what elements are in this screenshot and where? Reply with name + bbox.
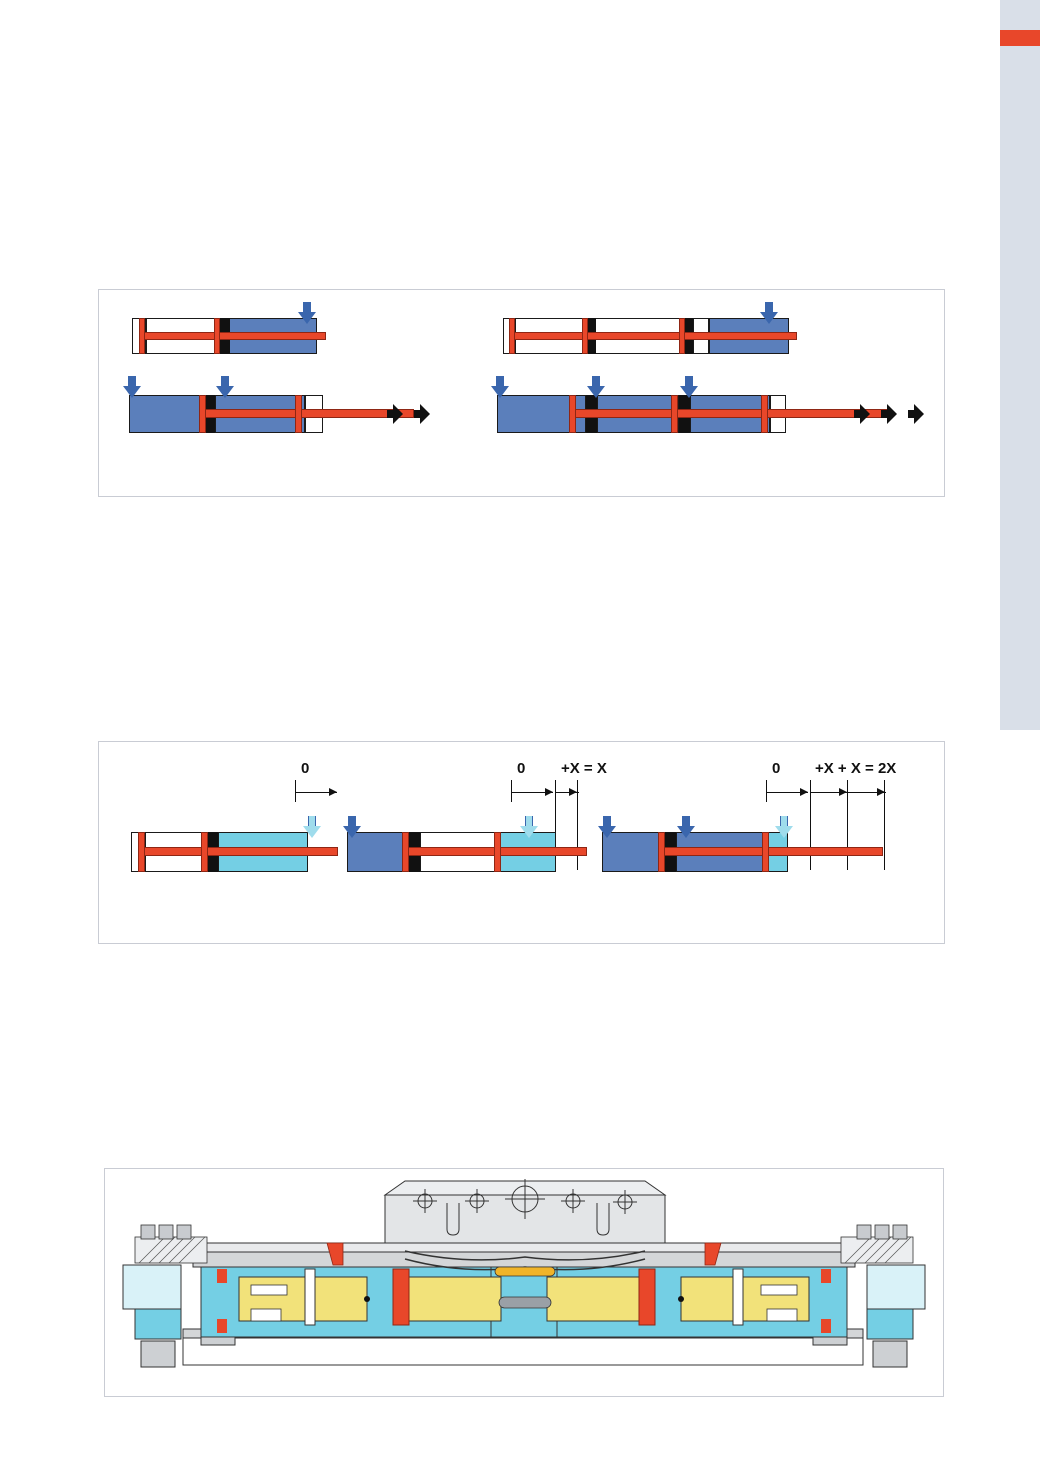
dim-label-2x-stage3: +X + X = 2X xyxy=(815,760,897,777)
motion-arrow-icon xyxy=(854,404,870,424)
port-arrow-icon xyxy=(343,816,361,838)
port-arrow-icon xyxy=(303,816,321,838)
motion-arrow-icon xyxy=(387,404,403,424)
side-tab-accent xyxy=(1000,30,1040,46)
figure-cross-section-assembly xyxy=(104,1168,944,1397)
port-arrow-icon xyxy=(298,302,316,324)
dim-label-0-stage3: 0 xyxy=(772,760,781,777)
dim-label-0-stage1: 0 xyxy=(301,760,310,777)
port-arrow-icon xyxy=(491,376,509,398)
port-arrow-icon xyxy=(680,376,698,398)
cross-section-svg xyxy=(105,1169,943,1396)
motion-arrow-icon xyxy=(881,404,897,424)
figure-multi-position-cylinder xyxy=(98,289,945,497)
port-arrow-icon xyxy=(775,816,793,838)
port-arrow-icon xyxy=(587,376,605,398)
side-tab-strip xyxy=(1000,0,1040,730)
port-arrow-icon xyxy=(760,302,778,324)
port-arrow-icon xyxy=(216,376,234,398)
port-arrow-icon xyxy=(123,376,141,398)
figure-stroke-addition xyxy=(98,741,945,944)
port-arrow-icon xyxy=(598,816,616,838)
port-arrow-icon xyxy=(677,816,695,838)
motion-arrow-icon xyxy=(908,404,924,424)
port-arrow-icon xyxy=(520,816,538,838)
dim-label-x-stage2: +X = X xyxy=(561,760,607,777)
motion-arrow-icon xyxy=(414,404,430,424)
dim-label-0-stage2: 0 xyxy=(517,760,526,777)
